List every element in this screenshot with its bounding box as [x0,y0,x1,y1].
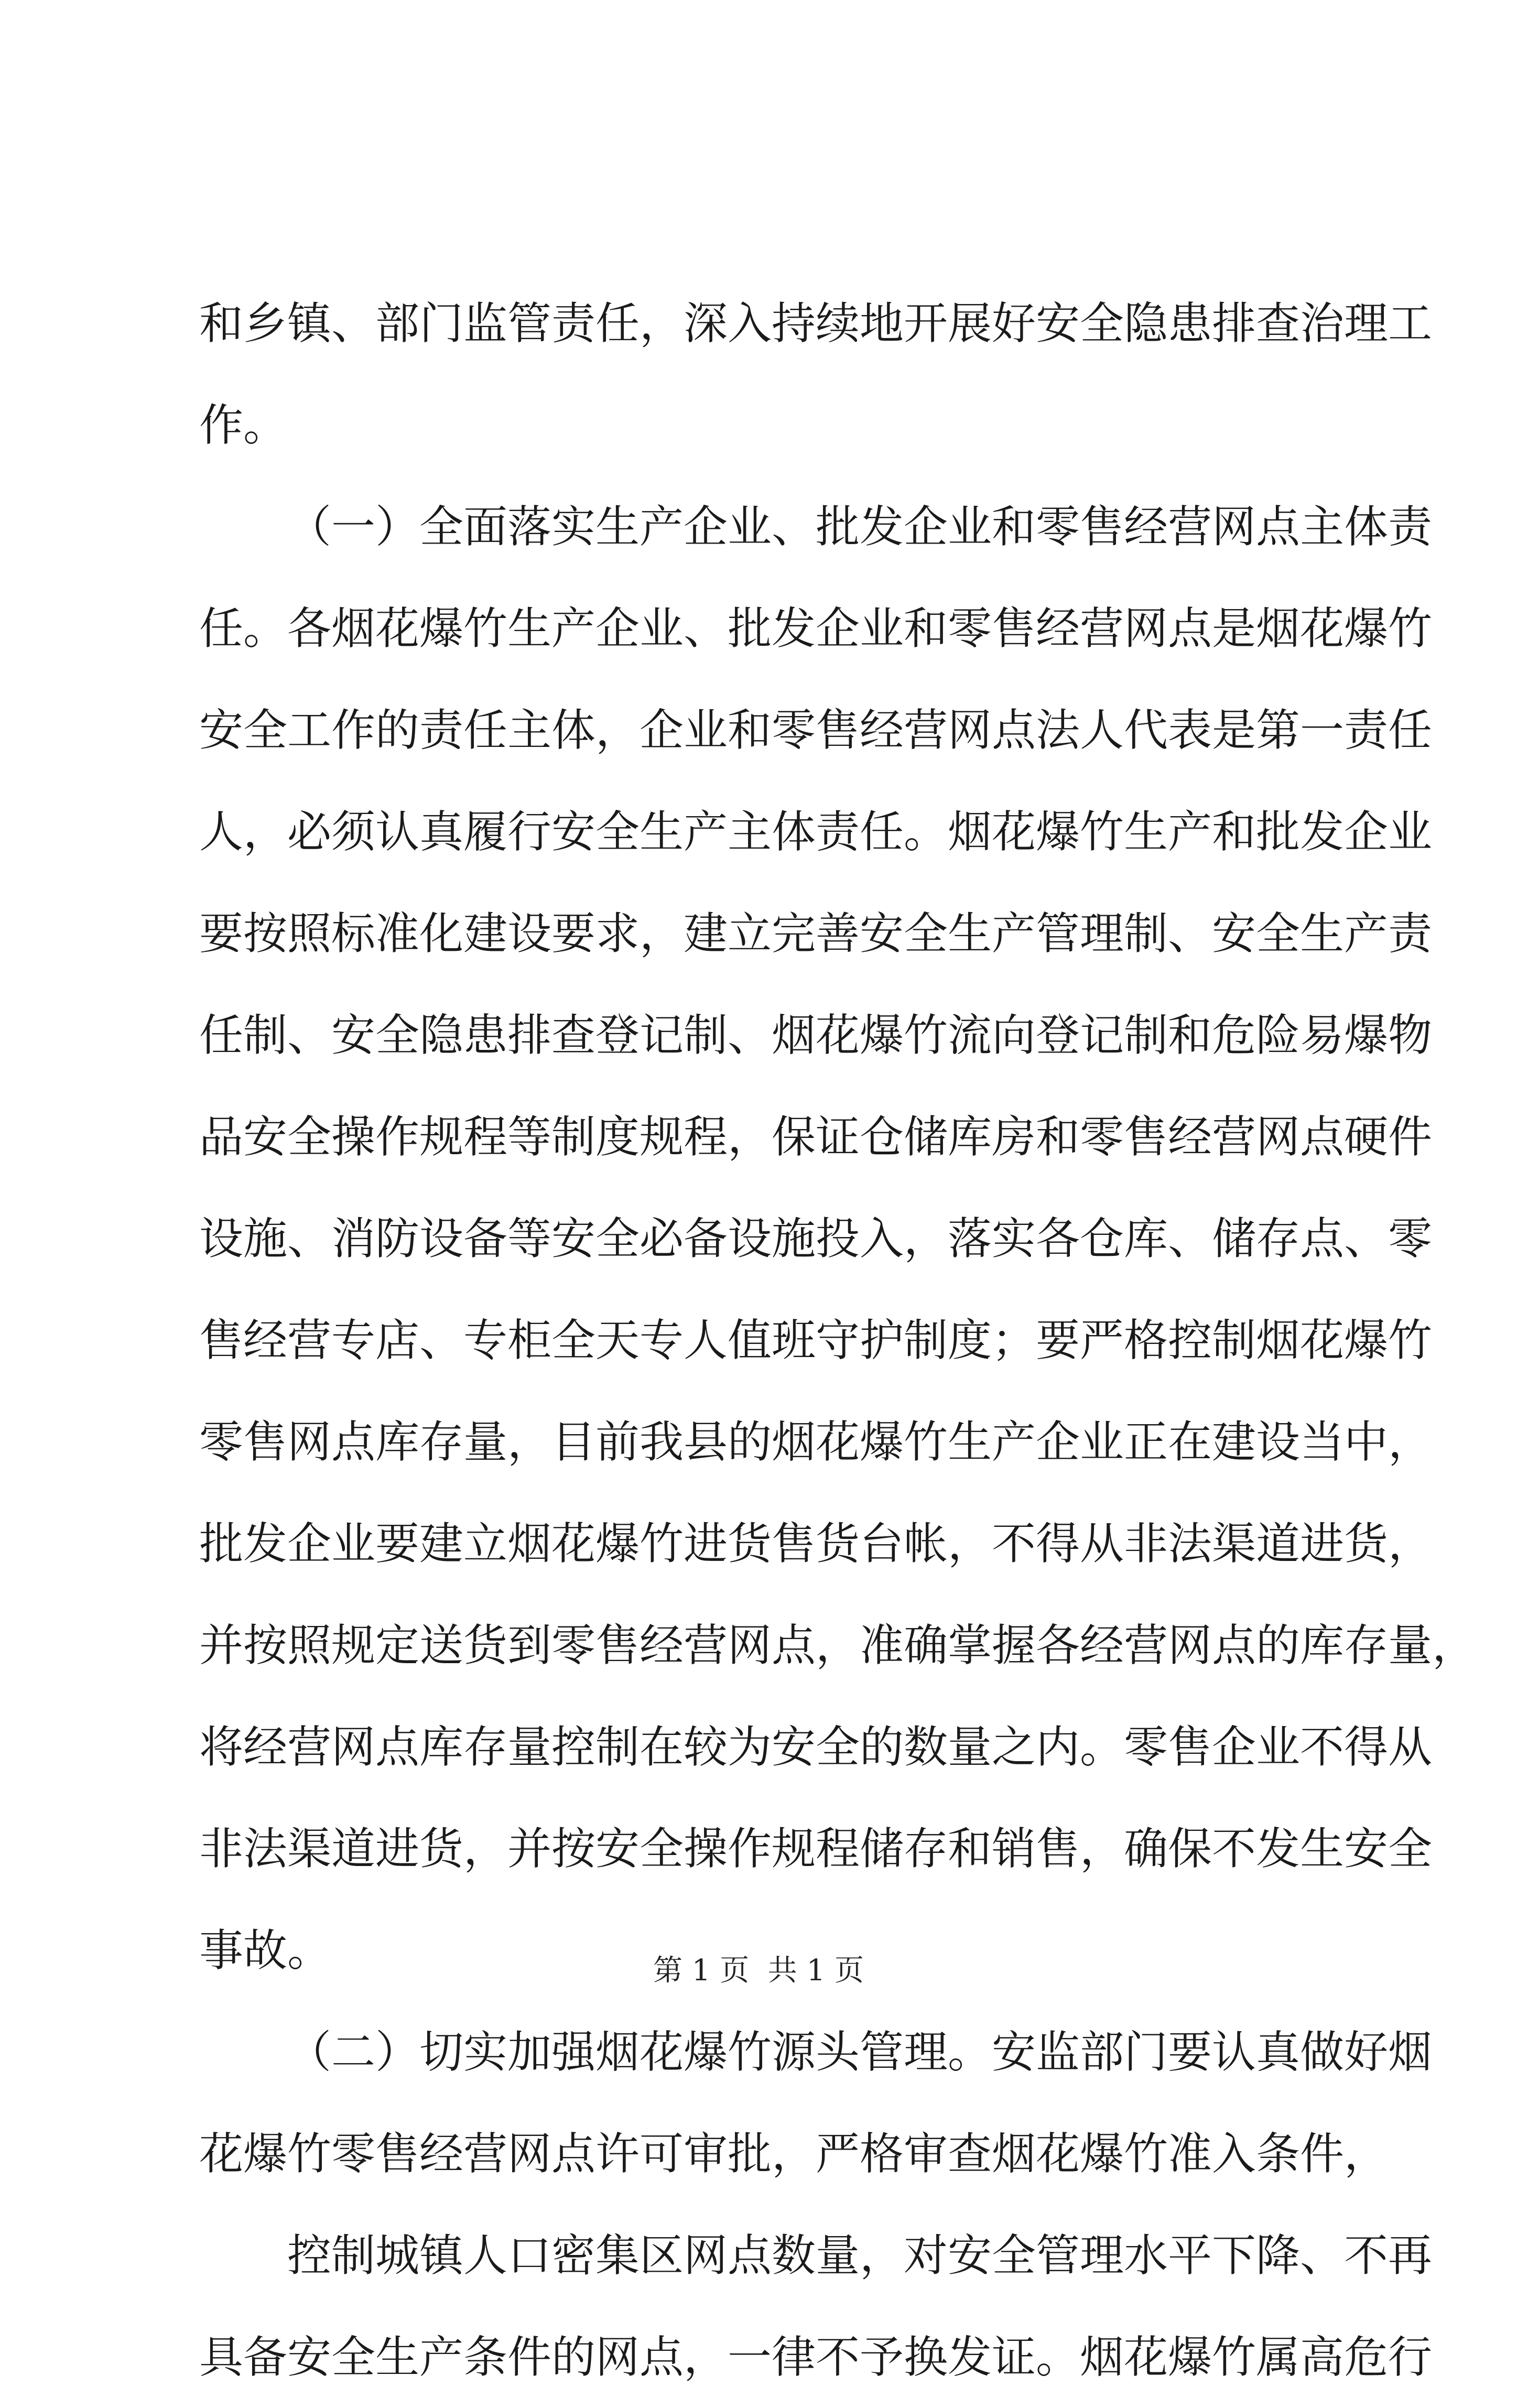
text-line: 要按照标准化建设要求，建立完善安全生产管理制、安全生产责 [199,908,1433,959]
text-line: 作。 [199,399,288,451]
page-number-label: 第 1 页 共 1 页 [653,1954,864,1988]
section-heading-line: （二）切实加强烟花爆竹源头管理。安监部门要认真做好烟 [287,2026,1433,2078]
text-line: 任。各烟花爆竹生产企业、批发企业和零售经营网点是烟花爆竹 [199,603,1433,654]
text-line: 人，必须认真履行安全生产主体责任。烟花爆竹生产和批发企业 [199,806,1433,858]
body-text [199,273,1477,2408]
text-line: 和乡镇、部门监管责任，深入持续地开展好安全隐患排查治理工 [199,298,1433,349]
text-line: 任制、安全隐患排查登记制、烟花爆竹流向登记制和危险易爆物 [199,1010,1433,1061]
text-line: 花爆竹零售经营网点许可审批，严格审查烟花爆竹准入条件， [199,2128,1389,2179]
text-line: 将经营网点库存量控制在较为安全的数量之内。零售企业不得从 [199,1721,1433,1773]
text-line: 控制城镇人口密集区网点数量，对安全管理水平下降、不再 [287,2230,1433,2281]
text-line: 并按照规定送货到零售经营网点，准确掌握各经营网点的库存量， [199,1620,1477,1671]
text-line: 安全工作的责任主体，企业和零售经营网点法人代表是第一责任 [199,704,1433,756]
text-line: 事故。 [199,1925,332,1976]
text-line: 售经营专店、专柜全天专人值班守护制度；要严格控制烟花爆竹 [199,1315,1433,1366]
text-line: 非法渠道进货，并按安全操作规程储存和销售，确保不发生安全 [199,1823,1433,1874]
text-line: 设施、消防设备等安全必备设施投入，落实各仓库、储存点、零 [199,1213,1433,1264]
text-line: 批发企业要建立烟花爆竹进货售货台帐，不得从非法渠道进货， [199,1518,1433,1569]
section-heading-line: （一）全面落实生产企业、批发企业和零售经营网点主体责 [287,501,1433,552]
text-line: 具备安全生产条件的网点，一律不予换发证。烟花爆竹属高危行 [199,2331,1433,2383]
page-footer [0,1950,1517,1992]
text-line: 零售网点库存量，目前我县的烟花爆竹生产企业正在建设当中， [199,1416,1433,1468]
text-line: 品安全操作规程等制度规程，保证仓储库房和零售经营网点硬件 [199,1111,1433,1163]
